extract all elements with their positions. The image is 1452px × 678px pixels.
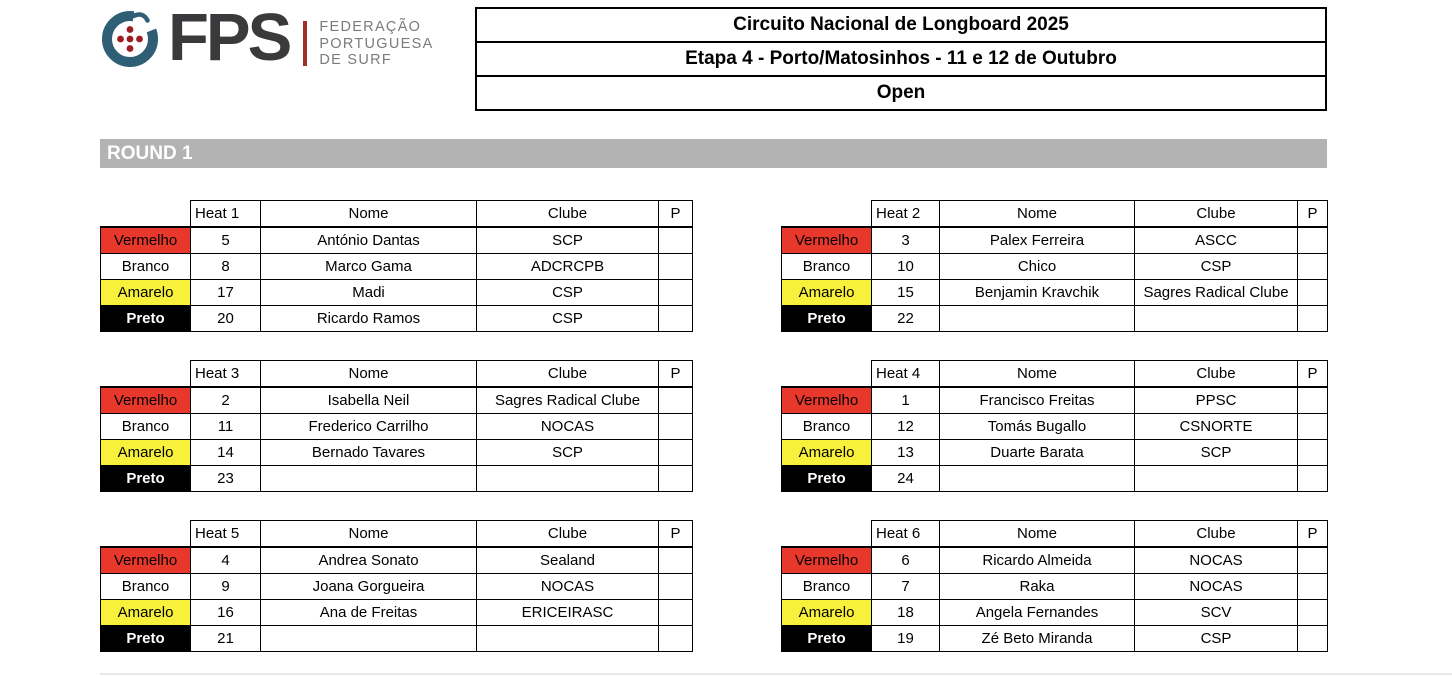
table-row: [101, 600, 693, 626]
placing-header-cell: P: [1298, 521, 1328, 548]
heat-table-1: [100, 200, 693, 332]
logo-divider: [303, 21, 307, 66]
placing-cell: [659, 626, 693, 652]
club-cell: NOCAS: [477, 414, 659, 440]
athlete-name-cell: Marco Gama: [261, 254, 477, 280]
heat-header-cell: Heat 5: [191, 521, 261, 548]
nome-header-cell: Nome: [261, 201, 477, 228]
heat-header-cell: Heat 2: [872, 201, 940, 228]
athlete-name-cell: Isabella Neil: [261, 387, 477, 414]
athlete-name-cell: Chico: [940, 254, 1135, 280]
nome-header-cell: Nome: [940, 361, 1135, 388]
seed-number-cell: 9: [191, 574, 261, 600]
table-row: [782, 306, 1328, 332]
clube-header-cell: Clube: [477, 361, 659, 388]
logo-org-name: [319, 19, 433, 69]
athlete-name-cell: [261, 626, 477, 652]
fps-logo: [100, 0, 434, 75]
seed-number-cell: 10: [872, 254, 940, 280]
athlete-name-cell: Zé Beto Miranda: [940, 626, 1135, 652]
club-cell: [1135, 306, 1298, 332]
seed-number-cell: 15: [872, 280, 940, 306]
jersey-label-cell: Branco: [782, 574, 872, 600]
placing-cell: [659, 280, 693, 306]
placing-cell: [659, 254, 693, 280]
fps-acronym: FPS: [168, 0, 290, 75]
placing-cell: [1298, 227, 1328, 254]
jersey-label-cell: Preto: [101, 306, 191, 332]
club-cell: CSP: [1135, 626, 1298, 652]
placing-cell: [1298, 306, 1328, 332]
placing-header-cell: P: [1298, 361, 1328, 388]
table-row: [782, 440, 1328, 466]
athlete-name-cell: Frederico Carrilho: [261, 414, 477, 440]
seed-number-cell: 6: [872, 547, 940, 574]
table-row: [782, 414, 1328, 440]
athlete-name-cell: Madi: [261, 280, 477, 306]
placing-cell: [1298, 466, 1328, 492]
heat-header-cell: Heat 1: [191, 201, 261, 228]
table-row: [782, 387, 1328, 414]
table-row: [101, 547, 693, 574]
placing-cell: [659, 306, 693, 332]
placing-header-cell: P: [1298, 201, 1328, 228]
seed-number-cell: 5: [191, 227, 261, 254]
jersey-label-cell: Vermelho: [101, 387, 191, 414]
jersey-label-cell: Preto: [101, 466, 191, 492]
club-cell: CSNORTE: [1135, 414, 1298, 440]
logo-org-line: DE SURF: [319, 52, 393, 68]
athlete-name-cell: Duarte Barata: [940, 440, 1135, 466]
jersey-label-cell: Branco: [782, 254, 872, 280]
seed-number-cell: 23: [191, 466, 261, 492]
nome-header-cell: Nome: [940, 201, 1135, 228]
club-cell: NOCAS: [1135, 574, 1298, 600]
athlete-name-cell: Raka: [940, 574, 1135, 600]
seed-number-cell: 21: [191, 626, 261, 652]
heat-table-4: [781, 360, 1328, 492]
jersey-label-cell: Vermelho: [101, 227, 191, 254]
jersey-label-cell: Preto: [782, 466, 872, 492]
heat-header-cell: Heat 3: [191, 361, 261, 388]
seed-number-cell: 11: [191, 414, 261, 440]
seed-number-cell: 18: [872, 600, 940, 626]
club-cell: CSP: [477, 280, 659, 306]
seed-number-cell: 2: [191, 387, 261, 414]
table-row: [101, 387, 693, 414]
table-row: [782, 280, 1328, 306]
nome-header-cell: Nome: [261, 521, 477, 548]
athlete-name-cell: Andrea Sonato: [261, 547, 477, 574]
event-title-block: [475, 7, 1327, 111]
clube-header-cell: Clube: [1135, 361, 1298, 388]
table-row: [782, 626, 1328, 652]
placing-cell: [1298, 574, 1328, 600]
seed-number-cell: 13: [872, 440, 940, 466]
athlete-name-cell: Bernado Tavares: [261, 440, 477, 466]
jersey-label-cell: Branco: [101, 254, 191, 280]
club-cell: SCP: [477, 440, 659, 466]
table-row: [782, 574, 1328, 600]
table-row: [101, 466, 693, 492]
event-title: Circuito Nacional de Longboard 2025: [477, 9, 1325, 41]
seed-number-cell: 12: [872, 414, 940, 440]
corner-cell: [101, 201, 191, 228]
club-cell: Sagres Radical Clube: [1135, 280, 1298, 306]
athlete-name-cell: Ana de Freitas: [261, 600, 477, 626]
placing-header-cell: P: [659, 361, 693, 388]
jersey-label-cell: Preto: [782, 626, 872, 652]
table-row: [782, 600, 1328, 626]
club-cell: Sagres Radical Clube: [477, 387, 659, 414]
placing-cell: [1298, 547, 1328, 574]
jersey-label-cell: Amarelo: [101, 600, 191, 626]
athlete-name-cell: [940, 466, 1135, 492]
club-cell: CSP: [477, 306, 659, 332]
placing-cell: [659, 547, 693, 574]
seed-number-cell: 22: [872, 306, 940, 332]
heat-header-cell: Heat 6: [872, 521, 940, 548]
jersey-label-cell: Amarelo: [101, 280, 191, 306]
table-row: [782, 547, 1328, 574]
athlete-name-cell: Angela Fernandes: [940, 600, 1135, 626]
club-cell: SCV: [1135, 600, 1298, 626]
jersey-label-cell: Vermelho: [101, 547, 191, 574]
table-row: [782, 227, 1328, 254]
club-cell: CSP: [1135, 254, 1298, 280]
table-row: [782, 254, 1328, 280]
jersey-label-cell: Vermelho: [782, 547, 872, 574]
athlete-name-cell: Tomás Bugallo: [940, 414, 1135, 440]
placing-cell: [1298, 280, 1328, 306]
athlete-name-cell: Francisco Freitas: [940, 387, 1135, 414]
athlete-name-cell: António Dantas: [261, 227, 477, 254]
seed-number-cell: 20: [191, 306, 261, 332]
jersey-label-cell: Branco: [782, 414, 872, 440]
placing-cell: [1298, 414, 1328, 440]
table-row: [101, 414, 693, 440]
clube-header-cell: Clube: [477, 201, 659, 228]
table-row: [101, 626, 693, 652]
nome-header-cell: Nome: [261, 361, 477, 388]
seed-number-cell: 1: [872, 387, 940, 414]
placing-cell: [659, 227, 693, 254]
event-stage: Etapa 4 - Porto/Matosinhos - 11 e 12 de Outubro: [477, 41, 1325, 75]
seed-number-cell: 3: [872, 227, 940, 254]
club-cell: PPSC: [1135, 387, 1298, 414]
club-cell: [477, 626, 659, 652]
club-cell: Sealand: [477, 547, 659, 574]
corner-cell: [782, 201, 872, 228]
table-row: [101, 227, 693, 254]
athlete-name-cell: Ricardo Almeida: [940, 547, 1135, 574]
club-cell: [477, 466, 659, 492]
logo-org-line: PORTUGUESA: [319, 35, 434, 52]
seed-number-cell: 7: [872, 574, 940, 600]
placing-header-cell: P: [659, 521, 693, 548]
heat-header-cell: Heat 4: [872, 361, 940, 388]
club-cell: NOCAS: [477, 574, 659, 600]
placing-cell: [659, 600, 693, 626]
heat-table-5: [100, 520, 693, 652]
table-row: [101, 306, 693, 332]
jersey-label-cell: Vermelho: [782, 387, 872, 414]
jersey-label-cell: Vermelho: [782, 227, 872, 254]
athlete-name-cell: Ricardo Ramos: [261, 306, 477, 332]
round-banner: ROUND 1: [100, 139, 1327, 168]
club-cell: ERICEIRASC: [477, 600, 659, 626]
seed-number-cell: 19: [872, 626, 940, 652]
jersey-label-cell: Amarelo: [782, 600, 872, 626]
jersey-label-cell: Preto: [101, 626, 191, 652]
corner-cell: [101, 521, 191, 548]
club-cell: SCP: [1135, 440, 1298, 466]
athlete-name-cell: Palex Ferreira: [940, 227, 1135, 254]
club-cell: SCP: [477, 227, 659, 254]
placing-cell: [659, 574, 693, 600]
athlete-name-cell: [940, 306, 1135, 332]
seed-number-cell: 17: [191, 280, 261, 306]
seed-number-cell: 4: [191, 547, 261, 574]
fps-wave-icon: [100, 8, 160, 69]
bottom-divider: [100, 673, 1452, 675]
table-row: [782, 466, 1328, 492]
heat-table-3: [100, 360, 693, 492]
event-division: Open: [477, 75, 1325, 109]
jersey-label-cell: Amarelo: [782, 280, 872, 306]
placing-cell: [1298, 600, 1328, 626]
heat-table-6: [781, 520, 1328, 652]
placing-cell: [659, 440, 693, 466]
heat-table-2: [781, 200, 1328, 332]
jersey-label-cell: Preto: [782, 306, 872, 332]
clube-header-cell: Clube: [477, 521, 659, 548]
table-row: [101, 574, 693, 600]
club-cell: ADCRCPB: [477, 254, 659, 280]
logo-org-line: FEDERAÇÃO: [319, 19, 422, 35]
corner-cell: [101, 361, 191, 388]
seed-number-cell: 14: [191, 440, 261, 466]
athlete-name-cell: [261, 466, 477, 492]
nome-header-cell: Nome: [940, 521, 1135, 548]
seed-number-cell: 8: [191, 254, 261, 280]
placing-cell: [1298, 440, 1328, 466]
table-row: [101, 254, 693, 280]
placing-cell: [1298, 387, 1328, 414]
placing-header-cell: P: [659, 201, 693, 228]
table-row: [101, 280, 693, 306]
clube-header-cell: Clube: [1135, 201, 1298, 228]
seed-number-cell: 16: [191, 600, 261, 626]
corner-cell: [782, 521, 872, 548]
placing-cell: [659, 414, 693, 440]
clube-header-cell: Clube: [1135, 521, 1298, 548]
club-cell: NOCAS: [1135, 547, 1298, 574]
jersey-label-cell: Branco: [101, 414, 191, 440]
athlete-name-cell: Joana Gorgueira: [261, 574, 477, 600]
placing-cell: [1298, 254, 1328, 280]
corner-cell: [782, 361, 872, 388]
club-cell: [1135, 466, 1298, 492]
club-cell: ASCC: [1135, 227, 1298, 254]
seed-number-cell: 24: [872, 466, 940, 492]
jersey-label-cell: Amarelo: [101, 440, 191, 466]
placing-cell: [659, 387, 693, 414]
jersey-label-cell: Amarelo: [782, 440, 872, 466]
placing-cell: [1298, 626, 1328, 652]
jersey-label-cell: Branco: [101, 574, 191, 600]
placing-cell: [659, 466, 693, 492]
athlete-name-cell: Benjamin Kravchik: [940, 280, 1135, 306]
table-row: [101, 440, 693, 466]
